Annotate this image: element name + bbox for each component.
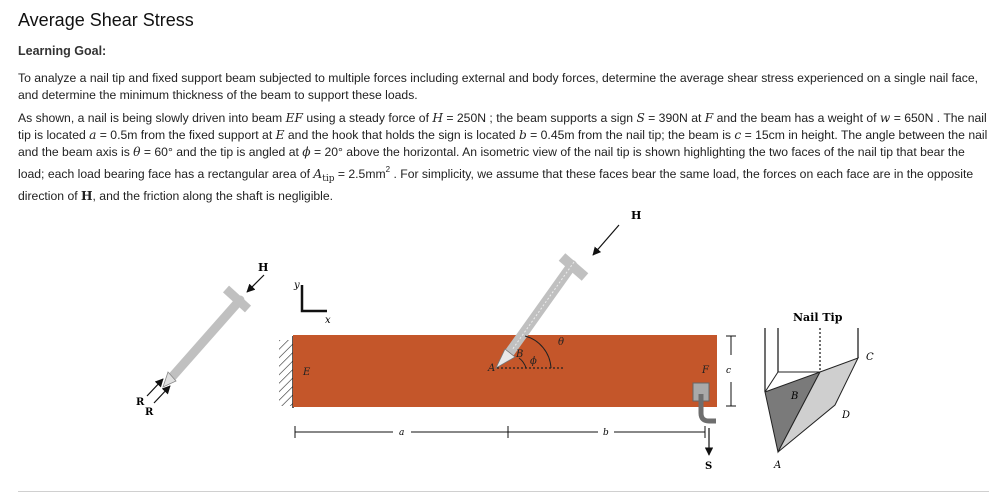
- desc-text: , and the friction along the shaft is negligible.: [92, 189, 334, 203]
- bottom-divider: [18, 491, 989, 492]
- dimension-b-label: b: [603, 428, 609, 438]
- desc-area-subscript: tip: [322, 174, 335, 184]
- page-title: Average Shear Stress: [18, 10, 194, 30]
- desc-text: using a steady force of: [302, 111, 433, 125]
- desc-text: above the horizontal. An isometric view of the nail tip is shown highlighting the two faces of the nail tip that bear the load; each load bearing face has a rectangular area of: [18, 145, 965, 181]
- height-dimension-c: [726, 336, 736, 406]
- coordinate-axes: [293, 280, 331, 326]
- desc-text: As shown, a nail is being slowly driven into beam: [18, 111, 286, 125]
- top-H-arrow: [593, 225, 619, 255]
- desc-text: from the nail tip; the beam is: [574, 128, 735, 142]
- axes-lines: [302, 285, 327, 311]
- desc-text: at: [687, 111, 705, 125]
- sign-force-label: S: [705, 461, 713, 472]
- dimension-a-label: a: [399, 428, 405, 438]
- left-nail-shaft: [172, 300, 240, 377]
- desc-text: ; the beam supports a sign: [486, 111, 637, 125]
- nail-tip-title: Nail Tip: [793, 311, 843, 324]
- desc-a-symbol: a: [89, 128, 97, 142]
- desc-beam-symbol: EF: [285, 111, 303, 125]
- fixed-support-hatching: [279, 340, 293, 406]
- tip-point-C: C: [866, 352, 874, 363]
- learning-goal-text: To analyze a nail tip and fixed support beam subjected to multiple forces including external and body forces, determine the average shear stress experienced on a single nail face, and determine the minimum thickness of the beam to support these loads.: [18, 71, 978, 102]
- axis-x-label: x: [325, 315, 331, 326]
- desc-b-value: = 0.45m: [526, 128, 575, 142]
- desc-force-H-value: = 250N: [443, 111, 487, 125]
- desc-theta-value: = 60°: [140, 145, 173, 159]
- phi-label: ϕ: [530, 356, 537, 367]
- desc-c-symbol: c: [734, 128, 742, 142]
- R-arrow-2: [154, 386, 170, 403]
- desc-theta-symbol: θ: [133, 145, 141, 159]
- desc-phi-symbol: ϕ: [302, 145, 311, 159]
- nail-point-B: B: [516, 349, 524, 360]
- desc-text: . The nail tip is located: [18, 111, 987, 142]
- desc-area-superscript: 2: [385, 165, 391, 174]
- desc-point-E: E: [275, 128, 285, 142]
- desc-a-value: = 0.5m: [96, 128, 138, 142]
- dimension-c-label: c: [726, 366, 732, 376]
- beam-EF: [293, 335, 717, 407]
- beam-nail-figure: [0, 200, 1007, 490]
- left-nail-diagram: [136, 261, 268, 418]
- desc-weight-symbol: w: [879, 111, 891, 125]
- tip-point-D: D: [842, 410, 851, 421]
- desc-sign-S-value: = 390N: [644, 111, 688, 125]
- desc-text: from the fixed support at: [137, 128, 276, 142]
- learning-goal-label: Learning Goal:: [18, 44, 107, 58]
- left-H-arrow: [247, 275, 264, 292]
- desc-text: . For simplicity, we assume that these faces bear the same load, the forces on each face are in the opposite direction of: [18, 167, 974, 203]
- desc-weight-value: = 650N: [890, 111, 934, 125]
- desc-b-symbol: b: [518, 128, 527, 142]
- nail-tip-isometric: [765, 311, 874, 471]
- R-label-1: R: [136, 397, 145, 408]
- R-label-2: R: [145, 407, 154, 418]
- desc-phi-value: = 20°: [310, 145, 343, 159]
- desc-text: and the hook that holds the sign is located: [284, 128, 519, 142]
- axis-y-label: y: [294, 280, 300, 291]
- desc-c-value: = 15cm: [741, 128, 785, 142]
- beam-point-F: F: [702, 365, 709, 376]
- desc-text: and the tip is angled at: [172, 145, 303, 159]
- top-H-label: H: [631, 209, 642, 222]
- length-dimensions: [295, 426, 705, 438]
- desc-point-F: F: [704, 111, 714, 125]
- beam-point-E: E: [303, 367, 311, 378]
- nail-point-A: A: [488, 363, 496, 374]
- problem-description: [18, 110, 990, 205]
- desc-force-H-symbol: H: [432, 111, 443, 125]
- left-H-label: H: [258, 261, 269, 274]
- desc-sign-S-symbol: S: [636, 111, 645, 125]
- desc-area-symbol: A: [313, 167, 323, 181]
- desc-text: and the beam has a weight of: [713, 111, 880, 125]
- desc-area-value: = 2.5mm: [334, 167, 386, 181]
- R-arrow-1: [147, 379, 163, 396]
- theta-label: θ: [558, 337, 565, 348]
- tip-point-B: B: [791, 391, 799, 402]
- tip-point-A: A: [774, 460, 782, 471]
- desc-force-H-bold: H: [81, 189, 93, 203]
- desc-text: in height. The angle between the nail and the beam axis is: [18, 128, 988, 159]
